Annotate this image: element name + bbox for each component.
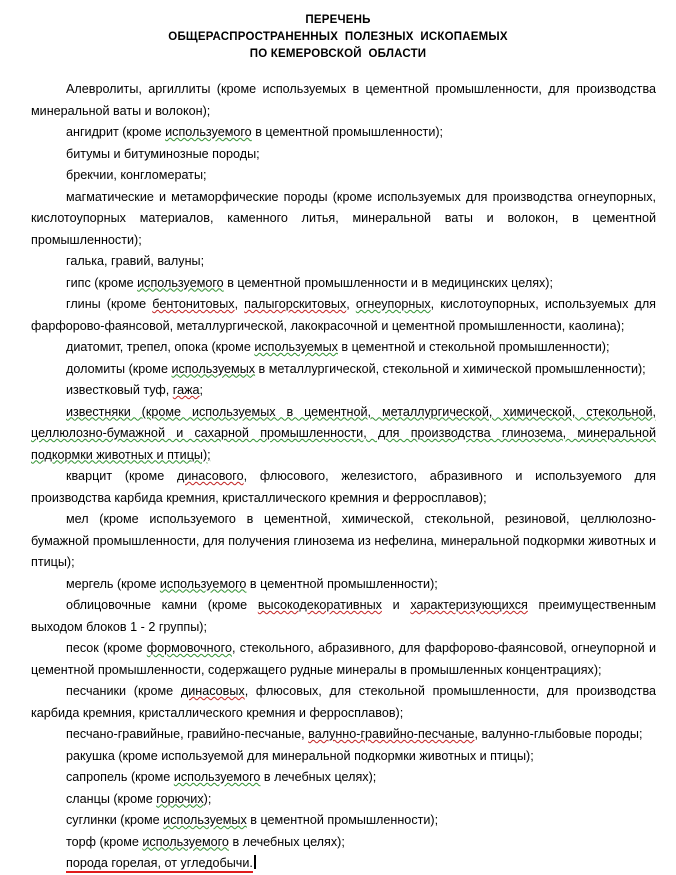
grammar-squiggle-text: формовочного (146, 641, 232, 655)
paragraph-peschano-gravijnye[interactable] (31, 724, 656, 746)
paragraph-mel[interactable] (31, 509, 656, 574)
grammar-squiggle-text: известняки (кроме используемых в цементной, металлургической, химической, стекольной, целлюлозно-бумажной и сахарной промышленности, для производства глинозема, минеральной подкормки животных и птицы); (31, 404, 656, 462)
text-run: гипс (кроме (66, 275, 138, 290)
text-run: сапропель (кроме (66, 770, 174, 784)
text-run: порода горелая, от угледобычи. (66, 856, 253, 873)
paragraph-mergel[interactable] (31, 574, 656, 596)
text-run: в цементной промышленности); (246, 576, 438, 591)
text-run: ракушка (кроме используемой для минеральной подкормки животных и птицы); (66, 748, 534, 763)
text-caret (254, 855, 256, 869)
text-run: в лечебных целях); (260, 770, 377, 784)
paragraph-poroda-gorelaya[interactable] (31, 853, 656, 875)
text-run: облицовочные камни (кроме (66, 598, 258, 612)
spelling-squiggle-text: высокодекоративных (257, 598, 382, 612)
document-body[interactable] (0, 79, 676, 875)
spelling-squiggle-text: характеризующихся (410, 598, 528, 612)
paragraph-galka[interactable] (31, 251, 656, 273)
paragraph-brekchii[interactable] (31, 165, 656, 187)
text-run: Алевролиты, аргиллиты (кроме используемых в цементной промышленности, для производства минеральной ваты и волокон); (31, 82, 656, 118)
text-run: в цементной промышленности и в медицинских целях); (223, 275, 553, 290)
paragraph-izvestkovyj-tuf[interactable] (31, 380, 656, 402)
paragraph-izvestnyaki[interactable] (31, 402, 656, 467)
spelling-squiggle-text: гажа (172, 383, 200, 397)
grammar-squiggle-text: используемого (137, 275, 224, 290)
paragraph-peschaniki[interactable] (31, 681, 656, 724)
spelling-squiggle-text: валунно-гравийно-песчаные (308, 727, 475, 741)
paragraph-kvarcit[interactable] (31, 466, 656, 509)
text-run: в цементной промышленности); (246, 813, 439, 827)
text-run: , (346, 297, 356, 311)
text-run: , стекольного, абразивного, для фарфорово-фаянсовой, огнеупорной и цементной промышленности, содержащего рудные минералы в промышленных концентрациях); (31, 641, 656, 677)
text-run: доломиты (кроме (66, 361, 172, 376)
spelling-squiggle-text: динасового (176, 469, 244, 483)
text-run: мергель (кроме (66, 576, 160, 591)
paragraph-bitumy[interactable] (31, 144, 656, 166)
text-run: в цементной и стекольной промышленности); (337, 340, 610, 354)
text-run: и (381, 598, 411, 612)
grammar-squiggle-text: используемого (159, 576, 247, 591)
text-run: галька, гравий, валуны; (66, 254, 205, 268)
paragraph-suglinki[interactable] (31, 810, 656, 832)
grammar-squiggle-text: используемого (173, 770, 261, 784)
text-run: сланцы (кроме (66, 791, 157, 806)
text-run: в металлургической, стекольной и химической промышленности); (255, 361, 646, 376)
text-run: преимущественным выходом блоков 1 - 2 группы); (31, 598, 656, 634)
paragraph-oblicovochnye-kamni[interactable] (31, 595, 656, 638)
grammar-squiggle-text: используемого (165, 125, 252, 139)
paragraph-alevrolity[interactable] (31, 79, 656, 122)
grammar-squiggle-text: используемых (163, 813, 247, 827)
grammar-squiggle-text: используемых (254, 340, 338, 354)
text-run: , кислотоупорных, используемых для фарфорово-фаянсовой, металлургической, лакокрасочной и цементной промышленности, каолина); (31, 297, 657, 333)
paragraph-gips[interactable] (31, 273, 656, 295)
paragraph-pesok[interactable] (31, 638, 656, 681)
text-run: битумы и битуминозные породы; (66, 146, 260, 161)
document-header (0, 0, 676, 63)
text-run: мел (кроме используемого в цементной, химической, стекольной, резиновой, целлюлозно-бумажной промышленности, для получения глинозема из нефелина, минеральной подкормки животных и птицы); (31, 512, 656, 569)
text-run: в цементной промышленности); (251, 125, 444, 139)
text-run: , валунно-глыбовые породы; (474, 727, 643, 741)
text-run: , (234, 297, 245, 311)
title-line-3: ПО КЕМЕРОВСКОЙ ОБЛАСТИ (249, 48, 427, 60)
text-run: брекчии, конгломераты; (66, 168, 207, 182)
page-title (0, 12, 676, 63)
paragraph-rakushka[interactable] (31, 746, 656, 768)
text-run: ангидрит (кроме (66, 125, 166, 139)
text-run: ); (203, 791, 212, 806)
paragraph-diatomit[interactable] (31, 337, 656, 359)
spelling-squiggle-text: бентонитовых (152, 297, 235, 311)
text-run: глины (кроме (66, 297, 153, 311)
grammar-squiggle-text: горючих (156, 791, 204, 806)
paragraph-gliny[interactable] (31, 294, 656, 337)
spelling-squiggle-text: динасовых (180, 684, 245, 698)
grammar-squiggle-text: используемого (142, 834, 229, 849)
title-line-2: ОБЩЕРАСПРОСТРАНЕННЫХ ПОЛЕЗНЫХ ИСКОПАЕМЫХ (168, 31, 508, 43)
text-run: песчаники (кроме (66, 684, 181, 698)
text-run: , флюсового, железистого, абразивного и используемого для производства карбида кремния, кристаллического кремния и ферросплавов); (31, 469, 656, 505)
text-run: кварцит (кроме (66, 469, 177, 483)
text-run: , флюсовых, для стекольной промышленности, для производства карбида кремния, кристаллического кремния и ферросплавов); (31, 684, 656, 720)
paragraph-torf[interactable] (31, 832, 656, 854)
paragraph-dolomity[interactable] (31, 359, 656, 381)
text-run: диатомит, трепел, опока (кроме (66, 340, 255, 354)
text-run: песок (кроме (66, 641, 147, 655)
text-run: суглинки (кроме (66, 813, 164, 827)
paragraph-slancy[interactable] (31, 789, 656, 811)
paragraph-sapropel[interactable] (31, 767, 656, 789)
text-run: ; (199, 383, 204, 397)
paragraph-magmaticheskie[interactable] (31, 187, 656, 252)
title-line-1: ПЕРЕЧЕНЬ (305, 14, 371, 26)
grammar-squiggle-text: огнеупорных (355, 297, 431, 311)
paragraph-angidrit[interactable] (31, 122, 656, 144)
text-run: торф (кроме (66, 834, 143, 849)
spelling-squiggle-text: палыгорскитовых (244, 297, 347, 311)
text-run: магматические и метаморфические породы (кроме используемых для производства огнеупорных, кислотоупорных материалов, каменного литья, минеральной ваты и волокон, в цементной промышленности); (31, 189, 656, 247)
text-run: песчано-гравийные, гравийно-песчаные, (66, 727, 309, 741)
grammar-squiggle-text: используемых (171, 361, 256, 376)
text-run: в лечебных целях); (228, 834, 345, 849)
text-run: известковый туф, (66, 383, 173, 397)
